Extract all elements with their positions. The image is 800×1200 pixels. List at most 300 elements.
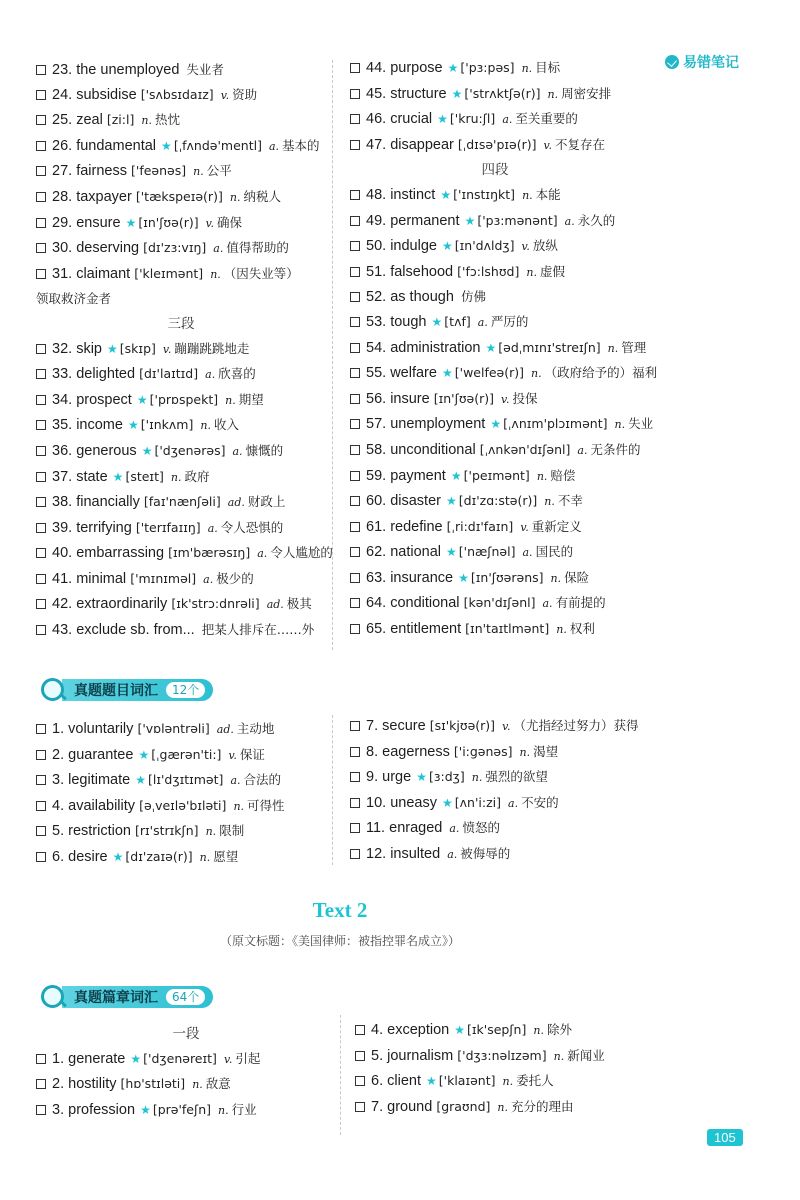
vocab-number: 2. <box>52 746 65 763</box>
vocab-meaning: 资助 <box>232 86 258 102</box>
vocab-number: 8. <box>366 743 379 760</box>
vocab-meaning: 除外 <box>546 1022 572 1037</box>
checkbox-icon[interactable] <box>36 369 46 379</box>
vocab-meaning: 委托人 <box>516 1073 554 1089</box>
vocab-pronunciation: [steɪt] <box>125 468 164 484</box>
checkbox-icon[interactable] <box>36 497 46 507</box>
vocab-meaning: 保险 <box>564 569 590 585</box>
vocab-pronunciation: ['peɪmənt] <box>463 467 530 483</box>
checkbox-icon[interactable] <box>36 141 46 151</box>
vocab-pronunciation: [ɪm'bærəsɪŋ] <box>168 545 251 561</box>
vocab-pronunciation: [skɪp] <box>119 340 156 356</box>
checkbox-icon[interactable] <box>36 1105 46 1115</box>
checkbox-icon[interactable] <box>350 598 360 608</box>
vocab-meaning: 权利 <box>569 621 595 637</box>
magnifier-icon <box>40 984 66 1010</box>
vocab-pronunciation: [sɪ'kjʊə(r)] <box>429 718 496 733</box>
vocab-item <box>36 262 308 312</box>
vocab-number: 27. <box>52 163 73 180</box>
vocab-word: skip <box>76 340 102 357</box>
vocab-word: state <box>76 468 108 485</box>
vocab-pos: ad. <box>227 496 245 510</box>
checkbox-icon[interactable] <box>36 90 46 100</box>
vocab-number: 24. <box>52 86 73 103</box>
vocab-pos: a. <box>207 521 218 535</box>
vocab-meaning: 令人尴尬的 <box>270 545 333 561</box>
checkbox-icon[interactable] <box>350 343 360 353</box>
vocab-meaning: 引起 <box>235 1050 261 1066</box>
vocab-meaning: 限制 <box>219 823 245 839</box>
vocab-item <box>36 794 326 820</box>
vocab-word: extraordinarily <box>76 596 168 613</box>
vocab-number: 37. <box>52 468 73 485</box>
vocab-pronunciation: ['kleɪmənt] <box>134 265 204 281</box>
vocab-item <box>36 465 326 491</box>
vocab-number: 23. <box>52 62 73 78</box>
checkbox-icon[interactable] <box>350 292 360 302</box>
vocab-item <box>36 185 326 211</box>
vocab-word: structure <box>390 85 447 102</box>
checkbox-icon[interactable] <box>36 750 46 760</box>
star-icon: ★ <box>447 61 459 75</box>
vocab-word: redefine <box>390 518 443 535</box>
vocab-pos: a. <box>577 443 588 457</box>
checkbox-icon[interactable] <box>350 772 360 782</box>
checkbox-icon[interactable] <box>36 775 46 785</box>
vocab-meaning: 被侮辱的 <box>460 845 511 861</box>
vocab-pos: n. <box>533 1024 544 1037</box>
vocab-number: 10. <box>366 794 387 811</box>
checkbox-icon[interactable] <box>350 317 360 327</box>
vocab-word: voluntarily <box>68 721 134 737</box>
star-icon: ★ <box>440 187 452 202</box>
checkbox-icon[interactable] <box>350 624 360 634</box>
vocab-number: 36. <box>52 442 73 459</box>
column-divider <box>332 715 333 865</box>
vocab-word: administration <box>390 339 481 356</box>
vocab-pronunciation: [ˌfʌndə'mentl] <box>173 137 262 153</box>
vocab-item <box>36 58 326 83</box>
star-icon: ★ <box>426 1074 437 1089</box>
vocab-item <box>350 260 640 286</box>
vocab-word: generous <box>76 442 137 459</box>
vocab-pronunciation: [ɪn'ʃʊə(r)] <box>138 214 199 230</box>
vocab-number: 64. <box>366 595 387 612</box>
checkbox-icon[interactable] <box>350 547 360 557</box>
vocab-meaning: 目标 <box>535 60 561 75</box>
vocab-pronunciation: ['feənəs] <box>131 163 187 179</box>
vocab-meaning: 合法的 <box>243 772 282 788</box>
vocab-pronunciation: ['welfeə(r)] <box>454 365 525 381</box>
checkbox-icon[interactable] <box>350 573 360 583</box>
checkbox-icon[interactable] <box>350 747 360 757</box>
vocab-meaning: 愤怒的 <box>462 820 500 836</box>
section-heading: 四段 <box>481 162 509 179</box>
vocab-item <box>350 387 640 413</box>
brand-name: 易错笔记 <box>683 55 739 71</box>
vocab-meaning: 主动地 <box>236 721 275 736</box>
vocab-item <box>36 743 326 769</box>
checkbox-icon[interactable] <box>36 801 46 811</box>
checkbox-icon[interactable] <box>36 599 46 609</box>
checkbox-icon[interactable] <box>350 522 360 532</box>
section-heading: 三段 <box>167 315 195 332</box>
vocab-word: purpose <box>390 60 443 76</box>
vocab-word: national <box>390 544 441 561</box>
vocab-word: deserving <box>76 240 140 257</box>
vocab-meaning: 行业 <box>231 1101 257 1117</box>
vocab-item <box>36 768 326 794</box>
vocab-pos: a. <box>230 774 241 788</box>
vocab-pos: n. <box>205 825 217 839</box>
vocab-meaning: 政府 <box>184 468 210 484</box>
vocab-meaning: 管理 <box>621 339 647 355</box>
vocab-word: profession <box>68 1101 136 1118</box>
vocab-pronunciation: [ədˌmɪnɪ'streɪʃn] <box>498 339 601 355</box>
vocab-pronunciation: ['sʌbsɪdaɪz] <box>140 86 214 102</box>
vocab-item <box>350 336 647 362</box>
vocab-number: 7. <box>366 718 379 734</box>
star-icon: ★ <box>107 341 118 356</box>
star-icon: ★ <box>437 112 448 127</box>
vocab-pronunciation: ['pɜ:pəs] <box>460 60 515 75</box>
vocab-meaning: （尤指经过努力）获得 <box>513 718 639 733</box>
vocab-item <box>355 1044 655 1070</box>
vocab-word: conditional <box>390 595 460 612</box>
vocab-pronunciation: ['næʃnəl] <box>458 544 516 560</box>
vocab-pos: n. <box>553 1049 565 1063</box>
vocab-number: 12. <box>366 845 387 862</box>
checkbox-icon[interactable] <box>350 394 360 404</box>
star-icon: ★ <box>490 417 502 432</box>
vocab-number: 57. <box>366 416 387 433</box>
star-icon: ★ <box>446 494 457 509</box>
vocab-meaning: 财政上 <box>247 494 286 510</box>
vocab-number: 35. <box>52 417 73 434</box>
vocab-pronunciation: [kən'dɪʃənl] <box>463 595 536 611</box>
checkbox-icon[interactable] <box>350 267 360 277</box>
checkbox-icon[interactable] <box>355 1076 365 1086</box>
checkbox-icon[interactable] <box>36 1054 46 1064</box>
vocab-pronunciation: [ɪn'ʃʊə(r)] <box>433 390 494 406</box>
vocab-pos: n. <box>550 571 562 585</box>
column-divider <box>340 1015 341 1135</box>
vocab-number: 50. <box>366 238 387 255</box>
checkbox-icon[interactable] <box>350 471 360 481</box>
vocab-word: financially <box>76 494 140 511</box>
vocab-word: ensure <box>76 214 121 231</box>
star-icon: ★ <box>446 545 457 560</box>
vocab-pos: n. <box>229 190 241 204</box>
section-heading: 一段 <box>172 1026 200 1042</box>
vocab-pronunciation: ['mɪnɪməl] <box>130 570 197 586</box>
vocab-pos: n. <box>547 87 559 101</box>
banner-bar <box>62 679 213 701</box>
checkbox-icon[interactable] <box>350 496 360 506</box>
vocab-pronunciation: ['i:gənəs] <box>453 743 513 759</box>
vocab-pos: n. <box>199 850 211 864</box>
vocab-pos: a. <box>542 597 553 611</box>
vocab-pronunciation: ['dʒɜ:nəlɪzəm] <box>457 1047 547 1063</box>
checkbox-icon[interactable] <box>36 420 46 430</box>
checkbox-icon[interactable] <box>36 218 46 228</box>
checkbox-icon[interactable] <box>350 798 360 808</box>
vocab-meaning: 赔偿 <box>550 467 576 483</box>
vocab-word: taxpayer <box>76 188 132 205</box>
vocab-pos: v. <box>223 1052 233 1066</box>
vocab-meaning: 纳税人 <box>243 188 281 204</box>
vocab-item <box>36 541 333 567</box>
vocab-pronunciation: [dɪ'zɜ:vɪŋ] <box>143 240 207 256</box>
vocab-word: disappear <box>390 136 454 153</box>
checkbox-icon[interactable] <box>36 446 46 456</box>
vocab-pronunciation: [ˌri:dɪ'faɪn] <box>446 518 514 534</box>
vocab-item <box>350 540 640 566</box>
star-icon: ★ <box>464 213 476 228</box>
star-icon: ★ <box>485 340 497 355</box>
vocab-pronunciation: [ɪk'strɔ:dnrəli] <box>171 596 260 612</box>
checkbox-icon[interactable] <box>36 192 46 202</box>
star-icon: ★ <box>136 392 148 407</box>
vocab-meaning: 基本的 <box>282 137 320 153</box>
checkbox-icon[interactable] <box>36 523 46 533</box>
vocab-pronunciation: [rɪ'strɪkʃn] <box>135 823 199 839</box>
vocab-meaning: 充分的理由 <box>511 1098 574 1114</box>
vocab-item <box>350 361 658 387</box>
vocab-word: secure <box>382 718 426 734</box>
vocab-word: zeal <box>76 112 103 129</box>
checkbox-icon[interactable] <box>36 243 46 253</box>
checkbox-icon[interactable] <box>36 574 46 584</box>
vocab-number: 32. <box>52 340 73 357</box>
vocab-pronunciation: ['fɔ:lshʊd] <box>457 263 520 279</box>
vocab-item <box>36 490 326 516</box>
vocab-pos: v. <box>520 520 529 534</box>
vocab-pronunciation: ['vɒləntrəli] <box>137 721 210 736</box>
checkbox-icon[interactable] <box>36 548 46 558</box>
vocab-meaning: 周密安排 <box>561 85 612 101</box>
vocab-word: prospect <box>76 391 132 408</box>
vocab-item <box>355 1018 655 1044</box>
checkbox-icon[interactable] <box>350 216 360 226</box>
checkbox-icon[interactable] <box>36 344 46 354</box>
vocab-pos: n. <box>531 367 542 381</box>
checkbox-icon[interactable] <box>36 826 46 836</box>
vocab-pos: n. <box>526 265 537 279</box>
vocab-pronunciation: [graʊnd] <box>436 1098 491 1114</box>
vocab-number: 48. <box>366 186 387 203</box>
checkbox-icon[interactable] <box>36 472 46 482</box>
vocab-item <box>36 388 326 414</box>
vocab-item <box>350 82 640 108</box>
vocab-item <box>350 183 640 209</box>
vocab-number: 26. <box>52 137 73 154</box>
vocab-pronunciation: ['dʒenəreɪt] <box>143 1050 217 1066</box>
vocab-number: 31. <box>52 265 73 282</box>
vocab-item <box>36 717 326 743</box>
vocab-number: 3. <box>52 772 65 789</box>
checkbox-icon[interactable] <box>355 1102 365 1112</box>
vocab-meaning: 极少的 <box>216 570 254 586</box>
vocab-word: payment <box>390 467 446 484</box>
vocab-number: 34. <box>52 391 73 408</box>
vocab-number: 55. <box>366 365 387 382</box>
vocab-item <box>350 765 650 791</box>
vocab-meaning: 期望 <box>238 391 264 407</box>
vocab-word: desire <box>68 848 108 865</box>
vocab-meaning: 确保 <box>217 214 243 230</box>
vocab-item <box>350 310 640 336</box>
star-icon: ★ <box>442 239 453 254</box>
vocab-pos: v. <box>228 748 237 762</box>
vocab-item <box>350 816 650 842</box>
vocab-number: 44. <box>366 60 387 76</box>
vocab-word: insure <box>390 390 430 407</box>
vocab-word: entitlement <box>390 621 462 638</box>
vocab-number: 60. <box>366 493 387 510</box>
checkbox-icon[interactable] <box>36 115 46 125</box>
question-right-column <box>350 714 650 868</box>
checkbox-icon[interactable] <box>350 823 360 833</box>
vocab-item <box>350 234 640 260</box>
vocab-meaning: 敌意 <box>205 1076 231 1092</box>
vocab-word: unemployment <box>390 416 486 433</box>
banner-count: 64个 <box>166 989 205 1005</box>
vocab-pos: n. <box>522 188 533 202</box>
star-icon: ★ <box>161 138 172 153</box>
vocab-number: 54. <box>366 339 387 356</box>
vocab-item <box>36 159 326 185</box>
vocab-meaning: 放纵 <box>532 238 558 254</box>
vocab-pos: n. <box>233 799 245 813</box>
checkbox-icon[interactable] <box>350 721 360 731</box>
vocab-word: legitimate <box>68 772 131 789</box>
vocab-word: subsidise <box>76 86 137 103</box>
vocab-word: crucial <box>390 111 433 128</box>
vocab-pronunciation: ['strʌktʃə(r)] <box>464 85 541 101</box>
checkbox-icon[interactable] <box>355 1051 365 1061</box>
vocab-pronunciation: [ʌn'i:zi] <box>454 794 501 810</box>
vocab-word: permanent <box>390 212 460 229</box>
vocab-word: delighted <box>76 366 136 383</box>
checkbox-icon[interactable] <box>350 849 360 859</box>
vocab-meaning: 国民的 <box>535 544 574 560</box>
checkbox-icon[interactable] <box>36 625 46 635</box>
vocab-meaning: 不幸 <box>557 493 583 509</box>
checkbox-icon[interactable] <box>350 190 360 200</box>
vocab-meaning: 新闻业 <box>567 1047 605 1063</box>
vocab-number: 25. <box>52 112 73 129</box>
star-icon: ★ <box>450 468 462 483</box>
checkbox-icon[interactable] <box>350 368 360 378</box>
vocab-word: exception <box>387 1022 450 1038</box>
vocab-word: the unemployed <box>76 62 180 78</box>
vocab-pronunciation: [əˌveɪlə'bɪləti] <box>139 797 227 813</box>
vocab-meaning: 把某人排斥在……外 <box>201 622 315 638</box>
vocab-pos: a. <box>257 547 268 561</box>
vocab-word: journalism <box>387 1047 454 1064</box>
vocab-meaning: 失业者 <box>186 62 224 77</box>
vocab-pos: n. <box>502 1075 514 1089</box>
checkbox-icon[interactable] <box>36 166 46 176</box>
vocab-pos: n. <box>471 771 483 785</box>
star-icon: ★ <box>135 773 146 788</box>
checkbox-icon[interactable] <box>355 1025 365 1035</box>
vocab-pos: v. <box>543 138 552 152</box>
vocab-item <box>350 566 640 592</box>
checkbox-icon[interactable] <box>350 241 360 251</box>
checkbox-icon[interactable] <box>36 65 46 75</box>
vocab-number: 28. <box>52 188 73 205</box>
vocab-pos: a. <box>213 242 224 256</box>
vocab-word: insurance <box>390 569 454 586</box>
vocab-pronunciation: [dɪ'laɪtɪd] <box>139 366 199 382</box>
vocab-item <box>350 107 640 133</box>
vocab-item <box>36 439 326 465</box>
vocab-word: instinct <box>390 186 436 203</box>
checkbox-icon[interactable] <box>350 63 360 73</box>
checkbox-icon[interactable] <box>36 724 46 734</box>
text2-subtitle: （原文标题：《美国律师：被指控罪名成立》） <box>219 934 460 948</box>
star-icon: ★ <box>441 366 453 381</box>
checkbox-icon[interactable] <box>36 395 46 405</box>
vocab-item <box>36 845 326 871</box>
vocab-number: 3. <box>52 1101 65 1118</box>
vocab-word: indulge <box>390 238 437 255</box>
vocab-pos: n. <box>519 745 531 759</box>
vocab-pos: n. <box>193 165 204 179</box>
vocab-item <box>350 438 640 464</box>
vocab-number: 41. <box>52 570 73 587</box>
vocab-meaning: 有前提的 <box>555 595 606 611</box>
vocab-meaning: 重新定义 <box>531 518 582 534</box>
vocab-meaning: 欣喜的 <box>218 366 256 382</box>
vocab-word: exclude sb. from... <box>76 622 195 639</box>
checkbox-icon[interactable] <box>36 1079 46 1089</box>
vocab-pronunciation: [ɪn'ʃʊərəns] <box>470 569 544 585</box>
vocab-item <box>350 209 640 235</box>
star-icon: ★ <box>130 1051 142 1066</box>
vocab-pronunciation: [prə'feʃn] <box>152 1101 211 1117</box>
vocab-word: unconditional <box>390 441 476 458</box>
checkbox-icon[interactable] <box>350 140 360 150</box>
checkbox-icon[interactable] <box>36 269 46 279</box>
vocab-meaning: 至关重要的 <box>515 111 578 127</box>
vocab-item <box>350 464 640 490</box>
checkbox-icon[interactable] <box>350 419 360 429</box>
vocab-meaning: 热忱 <box>154 112 180 128</box>
checkbox-icon[interactable] <box>350 89 360 99</box>
vocab-pos: a. <box>447 847 458 861</box>
vocab-item <box>350 285 640 310</box>
banner-count: 12个 <box>166 682 205 698</box>
vocab-pronunciation: [faɪ'nænʃəli] <box>143 494 221 510</box>
vocab-pos: n. <box>607 341 619 355</box>
vocab-word: client <box>387 1073 421 1090</box>
checkbox-icon[interactable] <box>350 445 360 455</box>
vocab-pronunciation: [ɪn'taɪtlmənt] <box>465 621 550 637</box>
checkbox-icon[interactable] <box>350 114 360 124</box>
vocab-meaning: 强烈的欲望 <box>485 769 548 785</box>
vocab-item <box>350 515 640 541</box>
text1-right-column <box>350 56 658 643</box>
vocab-word: urge <box>382 769 412 786</box>
vocab-item <box>36 618 326 643</box>
vocab-number: 4. <box>371 1022 384 1038</box>
checkbox-icon[interactable] <box>36 852 46 862</box>
column-divider <box>332 60 333 650</box>
vocab-meaning: 慷慨的 <box>245 442 284 458</box>
